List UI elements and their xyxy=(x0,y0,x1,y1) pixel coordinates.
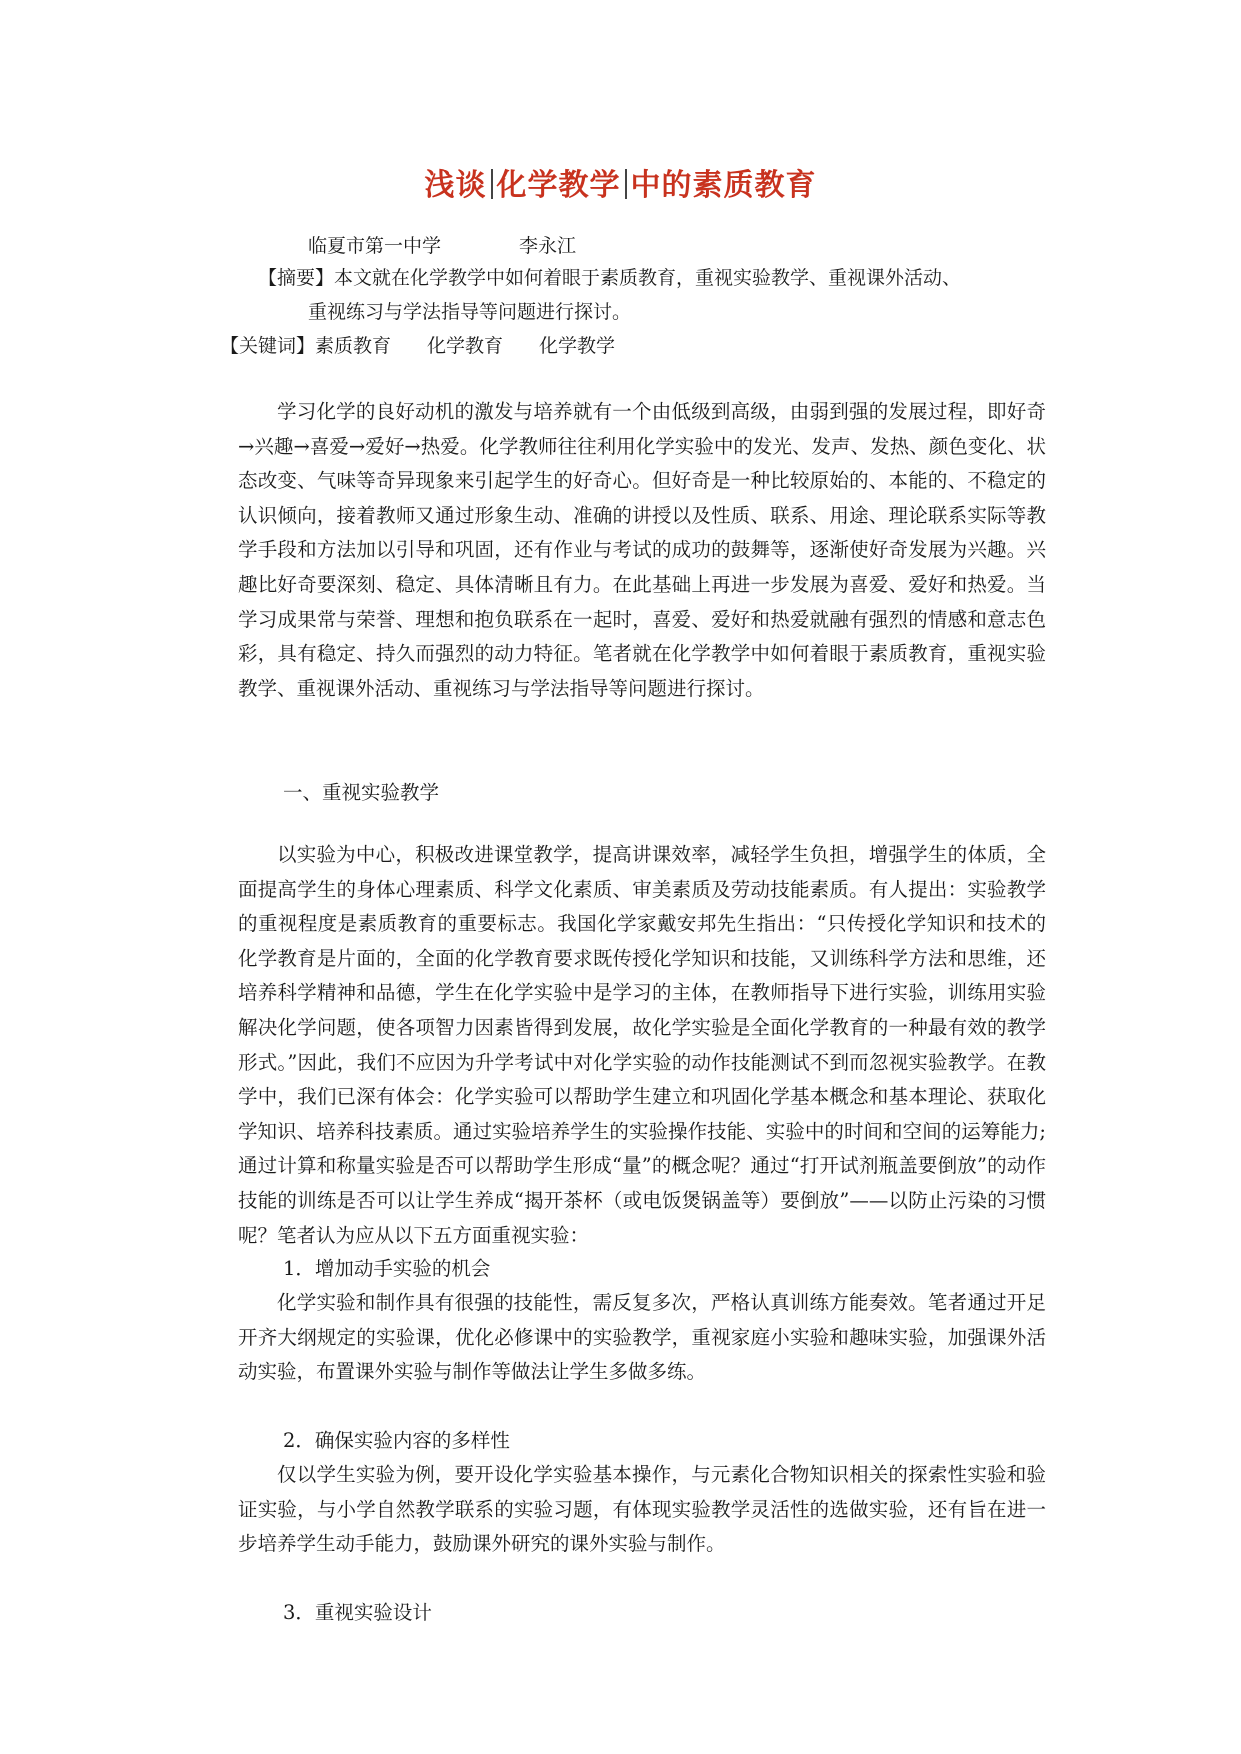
document-title xyxy=(0,160,1241,204)
title-part-3: 中的素质教育 xyxy=(630,168,817,203)
keywords-line xyxy=(220,330,651,362)
keyword: 素质教育 xyxy=(315,335,392,357)
author-line xyxy=(308,230,576,262)
keywords-label: 【关键词】 xyxy=(220,335,316,357)
intro-paragraph: 学习化学的良好动机的激发与培养就有一个由低级到高级，由弱到强的发展过程，即好奇→兴趣→喜爱→爱好→热爱。化学教师往往利用化学实验中的发光、发声、发热、颜色变化、状态改变、气味等奇异现象来引起学生的好奇心。但好奇是一种比较原始的、本能的、不稳定的认识倾向，接着教师又通过形象生动、准确的讲授以及性质、联系、用途、理论联系实际等教学手段和方法加以引导和巩固，还有作业与考试的成功的鼓舞等，逐渐使好奇发展为兴趣。兴趣比好奇要深刻、稳定、具体清晰且有力。在此基础上再进一步发展为喜爱、爱好和热爱。当学习成果常与荣誉、理想和抱负联系在一起时，喜爱、爱好和热爱就融有强烈的情感和意志色彩，具有稳定、持久而强烈的动力特征。笔者就在化学教学中如何着眼于素质教育，重视实验教学、重视课外活动、重视练习与学法指导等问题进行探讨。 xyxy=(238,400,1046,700)
subsection-paragraph: 仅以学生实验为例，要开设化学实验基本操作，与元素化合物知识相关的探索性实验和验证实验，与小学自然教学联系的实验习题，有体现实验教学灵活性的选做实验，还有旨在进一步培养学生动手能力，鼓励课外研究的课外实验与制作。 xyxy=(238,1463,1046,1556)
title-separator xyxy=(625,169,627,199)
subsection-heading: 1．增加动手实验的机会 xyxy=(283,1257,491,1280)
subsection-heading: 2．确保实验内容的多样性 xyxy=(283,1429,510,1452)
author-school: 临夏市第一中学 xyxy=(308,235,442,257)
abstract-line-2: 重视练习与学法指导等问题进行探讨。 xyxy=(308,301,632,323)
abstract-line-1: 【摘要】本文就在化学教学中如何着眼于素质教育，重视实验教学、重视课外活动、 xyxy=(258,267,962,289)
section-heading: 一、重视实验教学 xyxy=(283,781,440,804)
author-name: 李永江 xyxy=(519,235,577,257)
keyword: 化学教育 xyxy=(427,335,504,357)
title-part-2: 化学教学 xyxy=(496,168,621,203)
subsection-heading: 3．重视实验设计 xyxy=(283,1601,432,1624)
keyword: 化学教学 xyxy=(539,335,616,357)
subsection-paragraph: 化学实验和制作具有很强的技能性，需反复多次，严格认真训练方能奏效。笔者通过开足开齐大纲规定的实验课，优化必修课中的实验教学，重视家庭小实验和趣味实验，加强课外活动实验，布置课外实验与制作等做法让学生多做多练。 xyxy=(238,1291,1046,1384)
title-part-1: 浅谈 xyxy=(424,168,487,203)
title-separator xyxy=(491,169,493,199)
section-paragraph: 以实验为中心，积极改进课堂教学，提高讲课效率，减轻学生负担，增强学生的体质，全面提高学生的身体心理素质、科学文化素质、审美素质及劳动技能素质。有人提出：实验教学的重视程度是素质教育的重要标志。我国化学家戴安邦先生指出：“只传授化学知识和技术的化学教育是片面的，全面的化学教育要求既传授化学知识和技能，又训练科学方法和思维，还培养科学精神和品德，学生在化学实验中是学习的主体，在教师指导下进行实验，训练用实验解决化学问题，使各项智力因素皆得到发展，故化学实验是全面化学教育的一种最有效的教学形式。”因此，我们不应因为升学考试中对化学实验的动作技能测试不到而忽视实验教学。在教学中，我们已深有体会：化学实验可以帮助学生建立和巩固化学基本概念和基本理论、获取化学知识、培养科技素质。通过实验培养学生的实验操作技能、实验中的时间和空间的运筹能力;通过计算和称量实验是否可以帮助学生形成“量”的概念呢？通过“打开试剂瓶盖要倒放”的动作技能的训练是否可以让学生养成“揭开茶杯（或电饭煲锅盖等）要倒放”——以防止污染的习惯呢？笔者认为应从以下五方面重视实验： xyxy=(238,843,1046,1247)
